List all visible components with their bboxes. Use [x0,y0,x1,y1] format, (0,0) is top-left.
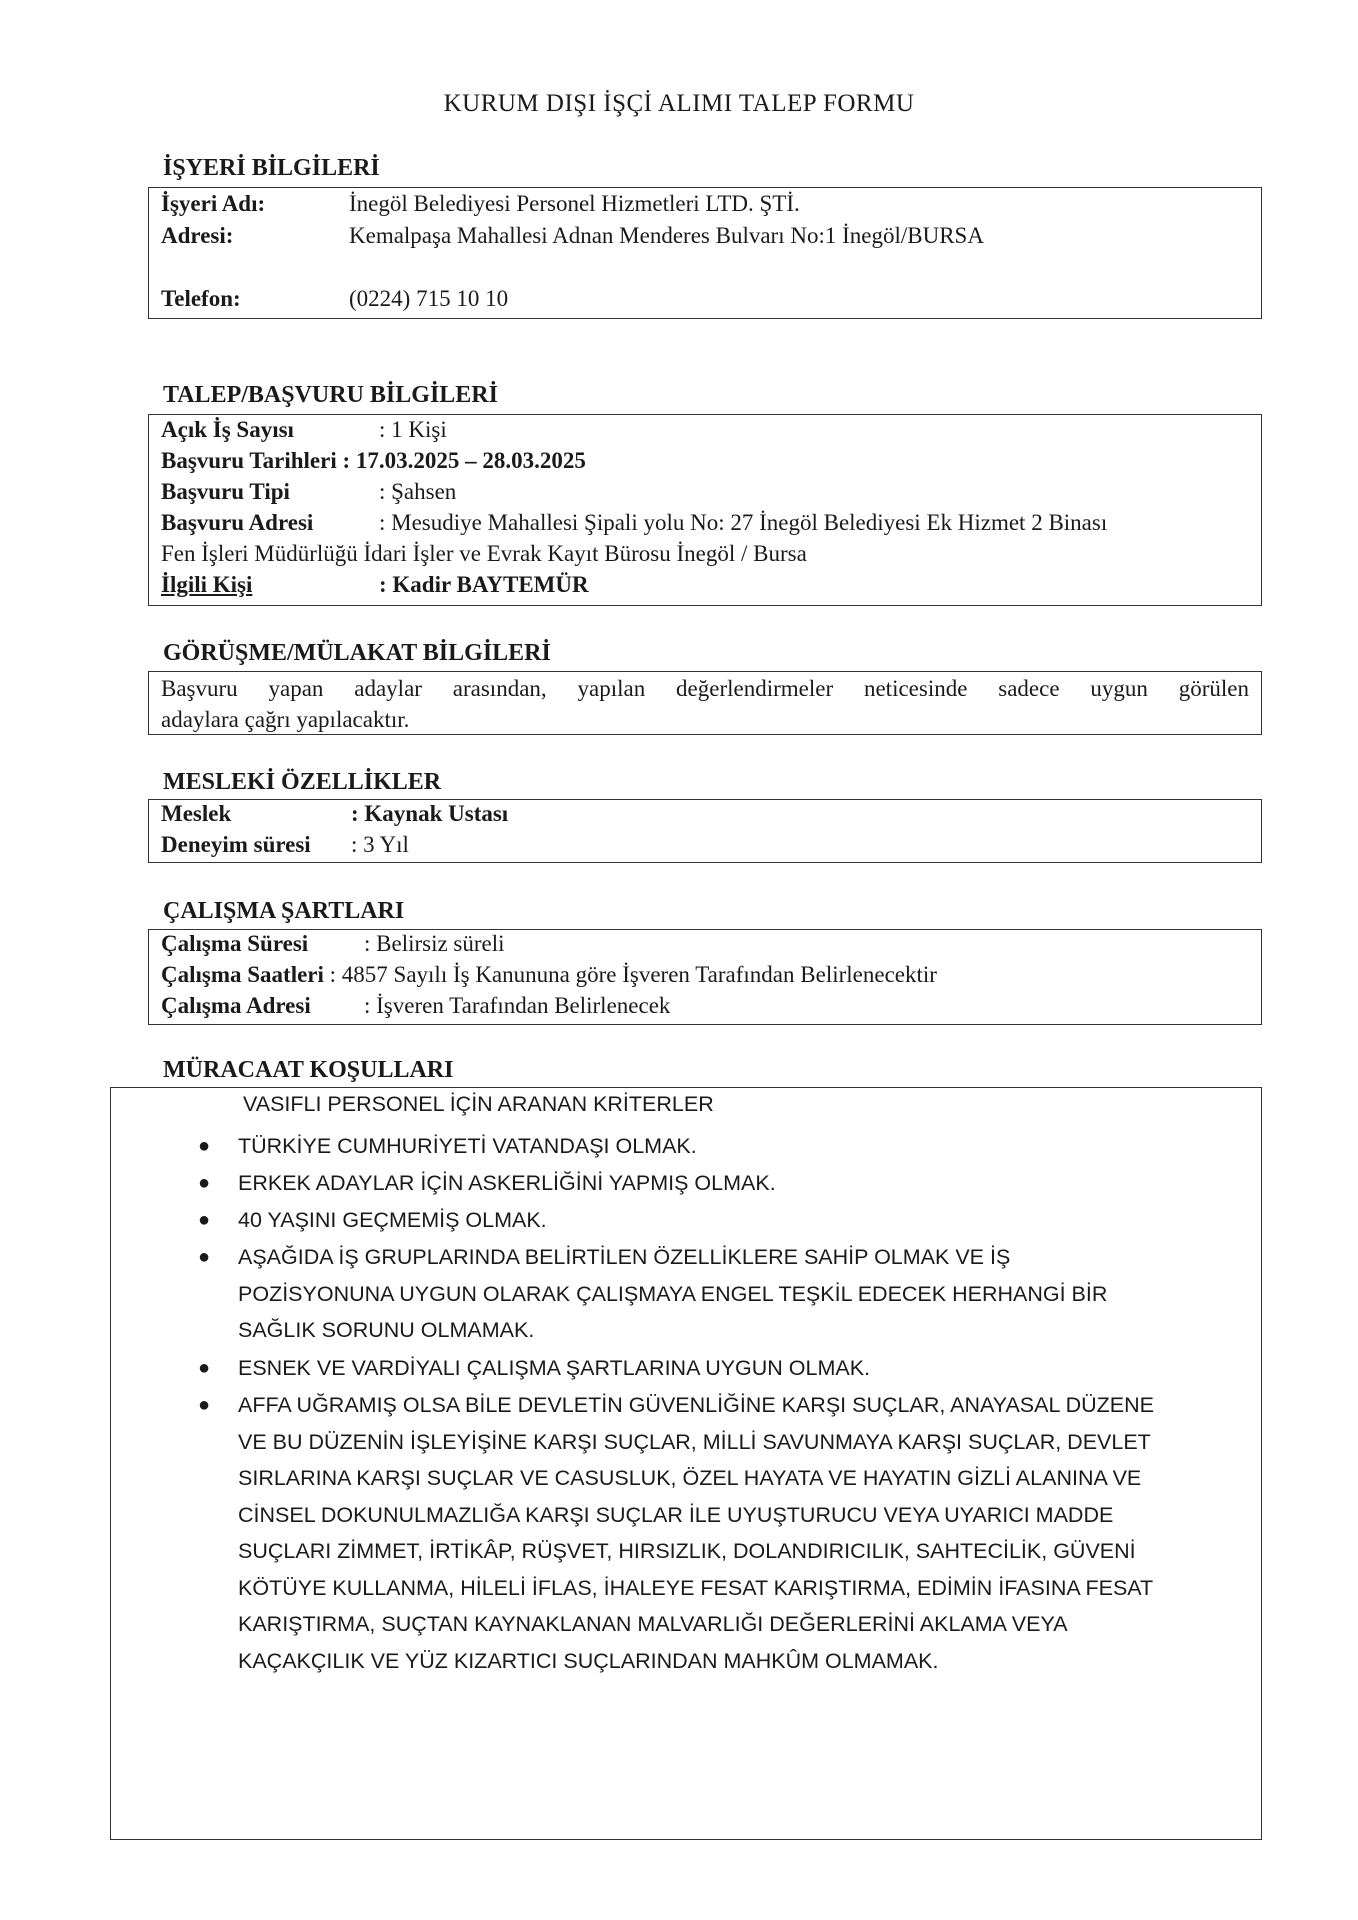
hours-value: : 4857 Sayılı İş Kanununa göre İşveren Tarafından Belirlenecektir [329,962,937,987]
section-heading-isyeri: İŞYERİ BİLGİLERİ [163,155,380,181]
talep-box [148,414,1262,606]
bullet-icon: ● [198,1357,211,1379]
bullet-icon: ● [198,1209,211,1231]
workplace-label: Çalışma Adresi [161,993,311,1018]
application-address-label: Başvuru Adresi [161,510,314,535]
isyeri-phone-label: Telefon: [161,286,241,311]
type-row [161,479,456,505]
mesleki-box [148,799,1262,863]
dates-row [161,448,586,474]
section-heading-talep: TALEP/BAŞVURU BİLGİLERİ [163,382,498,408]
dates-label: Başvuru Tarihleri [161,448,337,473]
hours-label: Çalışma Saatleri [161,962,324,987]
criteria-line: TÜRKİYE CUMHURİYETİ VATANDAŞI OLMAK. [238,1134,697,1158]
job-row [161,801,508,827]
section-heading-muracaat: MÜRACAAT KOŞULLARI [163,1057,454,1083]
criteria-line: SIRLARINA KARŞI SUÇLAR VE CASUSLUK, ÖZEL HAYATA VE HAYATIN GİZLİ ALANINA VE [238,1466,1142,1490]
duration-label: Çalışma Süresi [161,931,309,956]
bullet-icon: ● [198,1394,211,1416]
application-address-value: : Mesudiye Mahallesi Şipali yolu No: 27 İnegöl Belediyesi Ek Hizmet 2 Binası [379,510,1108,535]
job-label: Meslek [161,801,232,826]
isyeri-phone-value: (0224) 715 10 10 [349,286,509,311]
criteria-item-4 [198,1239,1238,1349]
isyeri-name-value: İnegöl Belediyesi Personel Hizmetleri LTD. ŞTİ. [349,191,800,216]
criteria-line: POZİSYONUNA UYGUN OLARAK ÇALIŞMAYA ENGEL TEŞKİL EDECEK HERHANGİ BİR [238,1281,1108,1306]
hours-row [161,962,937,988]
experience-label: Deneyim süresi [161,832,311,857]
criteria-line: AFFA UĞRAMIŞ OLSA BİLE DEVLETİN GÜVENLİĞİNE KARŞI SUÇLAR, ANAYASAL DÜZENE [238,1393,1155,1417]
application-address-row [161,510,1107,536]
open-jobs-label: Açık İş Sayısı [161,417,294,442]
isyeri-name-label: İşyeri Adı: [161,191,266,216]
type-value: : Şahsen [379,479,457,504]
job-value: : Kaynak Ustası [351,801,509,826]
experience-value: : 3 Yıl [351,832,409,857]
criteria-line: VE BU DÜZENİN İŞLEYİŞİNE KARŞI SUÇLAR, MİLLİ SAVUNMAYA KARŞI SUÇLAR, DEVLET [238,1429,1151,1454]
criteria-item-2 [198,1165,1238,1202]
bullet-icon: ● [198,1246,211,1268]
calisma-box [148,929,1262,1025]
duration-value: : Belirsiz süreli [364,931,505,956]
workplace-row [161,993,670,1019]
criteria-line: CİNSEL DOKUNULMAZLIĞA KARŞI SUÇLAR İLE UYUŞTURUCU VEYA UYARICI MADDE [238,1502,1114,1527]
criteria-line: AŞAĞIDA İŞ GRUPLARINDA BELİRTİLEN ÖZELLİKLERE SAHİP OLMAK VE İŞ [238,1245,1011,1269]
criteria-line: ERKEK ADAYLAR İÇİN ASKERLİĞİNİ YAPMIŞ OLMAK. [238,1171,776,1195]
criteria-line: SAĞLIK SORUNU OLMAMAK. [238,1318,535,1342]
section-heading-gorusme: GÖRÜŞME/MÜLAKAT BİLGİLERİ [163,640,551,666]
contact-row [161,572,589,598]
criteria-line: ESNEK VE VARDİYALI ÇALIŞMA ŞARTLARINA UYGUN OLMAK. [238,1356,871,1380]
criteria-line: 40 YAŞINI GEÇMEMİŞ OLMAK. [238,1208,547,1232]
type-label: Başvuru Tipi [161,479,290,504]
isyeri-name-row [161,191,800,217]
experience-row [161,832,409,858]
criteria-line: KÖTÜYE KULLANMA, HİLELİ İFLAS, İHALEYE FESAT KARIŞTIRMA, EDİMİN İFASINA FESAT [238,1575,1154,1600]
isyeri-address-value: Kemalpaşa Mahallesi Adnan Menderes Bulvarı No:1 İnegöl/BURSA [349,223,984,248]
contact-label: İlgili Kişi [161,572,253,597]
isyeri-phone-row [161,286,508,312]
isyeri-address-row [161,223,984,249]
criteria-item-5 [198,1350,1238,1387]
isyeri-address-label: Adresi: [161,223,234,248]
section-heading-calisma: ÇALIŞMA ŞARTLARI [163,898,405,924]
open-jobs-value: : 1 Kişi [379,417,447,442]
criteria-line: KARIŞTIRMA, SUÇTAN KAYNAKLANAN MALVARLIĞI DEĞERLERİNİ AKLAMA VEYA [238,1612,1068,1636]
isyeri-box [148,187,1262,319]
dates-value: : 17.03.2025 – 28.03.2025 [342,448,586,473]
criteria-item-6 [198,1387,1238,1679]
gorusme-text-line2: adaylara çağrı yapılacaktır. [161,707,410,732]
criteria-item-1 [198,1128,1238,1165]
gorusme-text-line1: Başvuru yapan adaylar arasından, yapılan değerlendirmeler neticesinde sadece uygun görülen [161,676,1249,701]
page-title: KURUM DIŞI İŞÇİ ALIMI TALEP FORMU [443,90,915,117]
criteria-line: KAÇAKÇILIK VE YÜZ KIZARTICI SUÇLARINDAN MAHKÛM OLMAMAK. [238,1648,939,1673]
workplace-value: : İşveren Tarafından Belirlenecek [364,993,671,1018]
contact-value: : Kadir BAYTEMÜR [379,572,589,597]
bullet-icon: ● [198,1135,211,1157]
gorusme-box [148,671,1262,735]
duration-row [161,931,505,957]
application-address-line2: Fen İşleri Müdürlüğü İdari İşler ve Evrak Kayıt Bürosu İnegöl / Bursa [161,541,807,566]
section-heading-mesleki: MESLEKİ ÖZELLİKLER [163,769,442,795]
bullet-icon: ● [198,1172,211,1194]
criteria-line: SUÇLARI ZİMMET, İRTİKÂP, RÜŞVET, HIRSIZLIK, DOLANDIRICILIK, SAHTECİLİK, GÜVENİ [238,1539,1136,1563]
criteria-item-3 [198,1202,1238,1239]
criteria-heading: VASIFLI PERSONEL İÇİN ARANAN KRİTERLER [243,1092,714,1116]
open-jobs-row [161,417,447,443]
